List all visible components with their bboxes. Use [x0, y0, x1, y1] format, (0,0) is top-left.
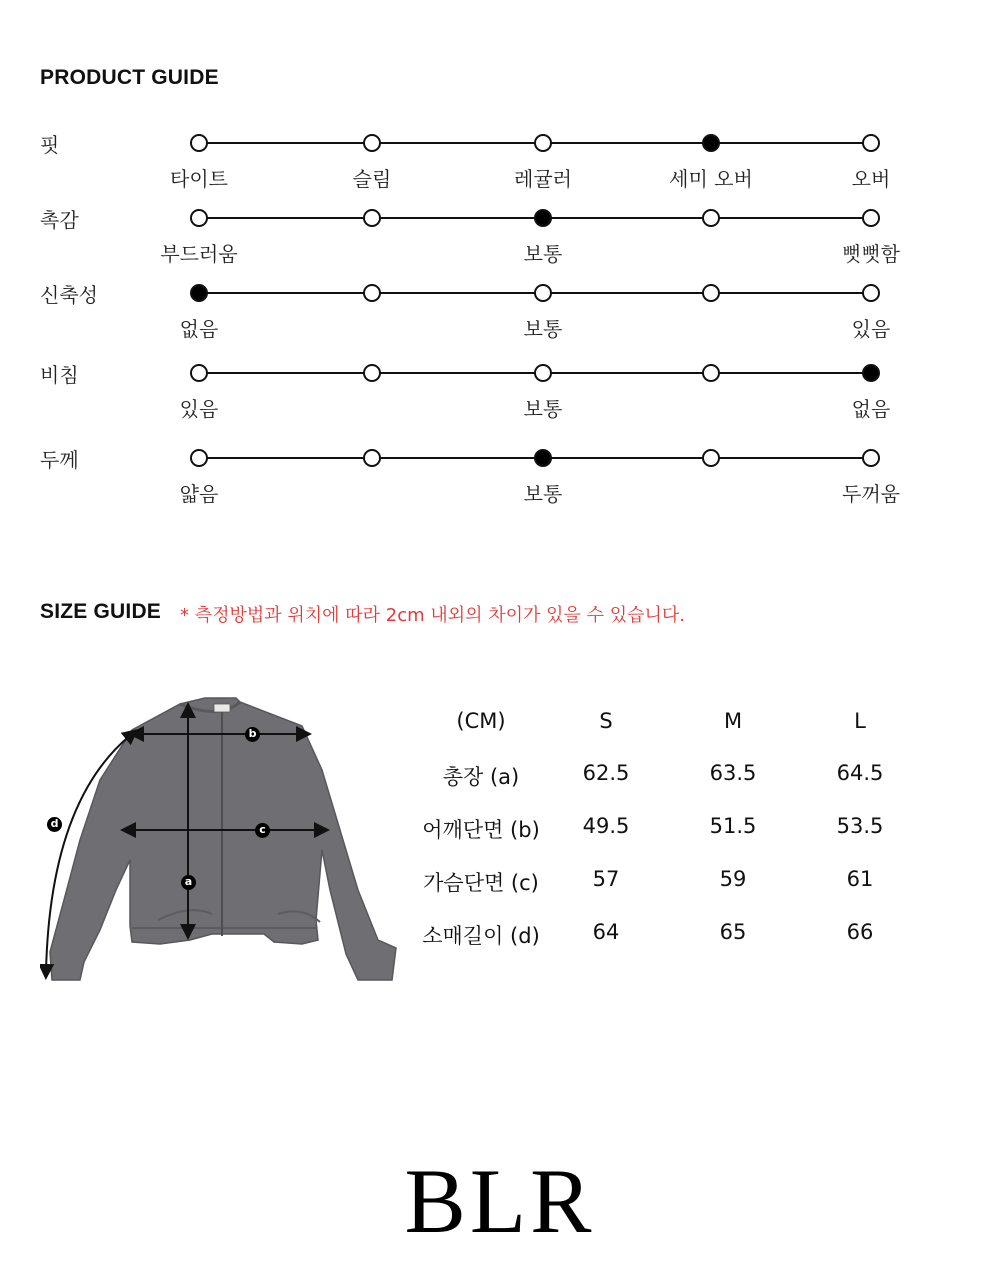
guide-scale-dot: [702, 449, 720, 467]
guide-scale-label: 있음: [179, 397, 219, 421]
guide-scale-label: 타이트: [170, 167, 228, 191]
guide-scale-dot: [363, 449, 381, 467]
guide-scale-label: 오버: [851, 167, 891, 191]
guide-scale-dot: [363, 284, 381, 302]
guide-scale-dot-selected: [862, 364, 880, 382]
size-table-cell: 49.5: [582, 814, 630, 838]
guide-scale-dot-selected: [534, 209, 552, 227]
size-table-cell: 62.5: [582, 761, 630, 785]
size-table-row-label: 소매길이 (d): [422, 924, 540, 948]
guide-scale-dot: [363, 209, 381, 227]
size-table-header: S: [599, 709, 613, 733]
size-guide-title: SIZE GUIDE: [40, 600, 162, 623]
guide-scale-label: 레귤러: [514, 167, 572, 191]
product-guide-title: PRODUCT GUIDE: [40, 66, 219, 89]
size-guide-note: * 측정방법과 위치에 따라 2cm 내외의 차이가 있을 수 있습니다.: [180, 605, 686, 626]
brand-logo: BLR: [404, 1150, 596, 1252]
size-table-header: M: [723, 709, 743, 733]
size-table-cell: 64: [592, 920, 620, 944]
size-table-cell: 57: [592, 867, 620, 891]
measurement-marker-c: c: [255, 823, 270, 838]
guide-scale-label: 보통: [523, 317, 563, 341]
guide-scale-label: 세미 오버: [669, 167, 753, 191]
guide-scale-dot: [702, 364, 720, 382]
guide-scale-dot: [534, 364, 552, 382]
size-table-row-label: 어깨단면 (b): [422, 818, 540, 842]
size-table-row-label: 가슴단면 (c): [423, 871, 539, 895]
guide-scale-dot: [190, 209, 208, 227]
size-table-cell: 51.5: [709, 814, 757, 838]
size-table-cell: 63.5: [709, 761, 757, 785]
guide-scale-dot-selected: [534, 449, 552, 467]
guide-row-label: 촉감: [40, 208, 79, 232]
guide-scale-dot: [363, 134, 381, 152]
guide-scale-label: 두꺼움: [842, 482, 900, 506]
guide-scale-label: 보통: [523, 242, 563, 266]
guide-scale-dot: [862, 134, 880, 152]
guide-row-label: 핏: [40, 133, 60, 157]
guide-scale-label: 보통: [523, 397, 563, 421]
guide-row-label: 비침: [40, 363, 79, 387]
guide-scale-dot: [190, 134, 208, 152]
guide-scale-label: 없음: [179, 317, 219, 341]
size-table-cell: 64.5: [836, 761, 884, 785]
measurement-marker-d: d: [47, 817, 62, 832]
guide-scale-label: 뻣뻣함: [842, 242, 900, 266]
guide-scale-dot: [363, 364, 381, 382]
jacket-illustration: [40, 690, 410, 990]
size-table-row-label: 총장 (a): [442, 765, 520, 789]
guide-scale-label: 없음: [851, 397, 891, 421]
guide-scale-dot: [190, 364, 208, 382]
guide-scale-dot: [534, 284, 552, 302]
guide-scale-dot: [702, 284, 720, 302]
guide-scale-label: 슬림: [352, 167, 392, 191]
size-table-cell: 61: [846, 867, 874, 891]
size-table-header: L: [854, 709, 866, 733]
guide-scale-dot: [702, 209, 720, 227]
jacket-measurement-diagram: [40, 690, 410, 994]
guide-scale-dot: [862, 449, 880, 467]
guide-row-label: 신축성: [40, 283, 98, 307]
size-table-cell: 66: [846, 920, 874, 944]
guide-scale-dot-selected: [702, 134, 720, 152]
guide-scale-dot: [190, 449, 208, 467]
guide-row-label: 두께: [40, 448, 79, 472]
measurement-marker-b: b: [245, 727, 260, 742]
guide-scale-dot: [862, 209, 880, 227]
guide-scale-label: 있음: [851, 317, 891, 341]
guide-scale-dot: [862, 284, 880, 302]
size-table-cell: 65: [719, 920, 747, 944]
measurement-marker-a: a: [181, 875, 196, 890]
guide-scale-dot: [534, 134, 552, 152]
guide-scale-label: 얇음: [179, 482, 219, 506]
size-table-cell: 53.5: [836, 814, 884, 838]
size-table-cell: 59: [719, 867, 747, 891]
size-table-header: (CM): [456, 709, 506, 733]
guide-scale-label: 보통: [523, 482, 563, 506]
guide-scale-dot-selected: [190, 284, 208, 302]
guide-scale-label: 부드러움: [160, 242, 238, 266]
